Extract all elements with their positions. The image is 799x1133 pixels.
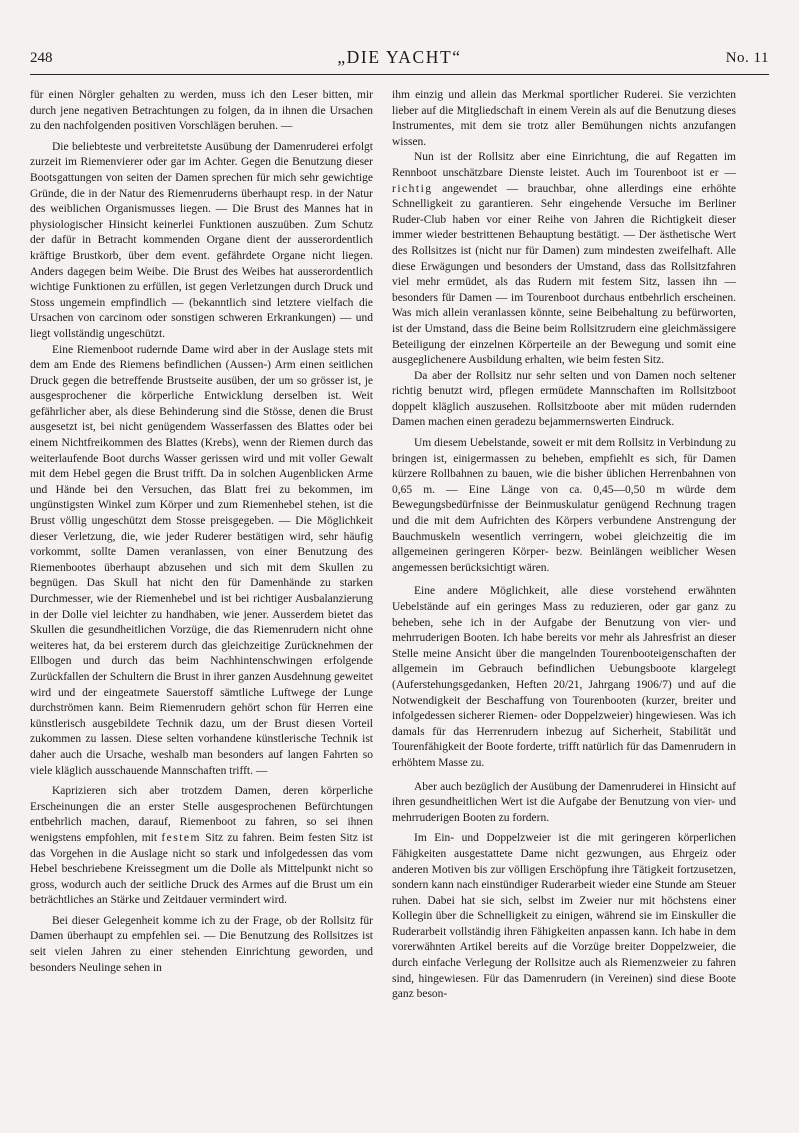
emphasis-spaced: festem (161, 831, 201, 844)
paragraph: ihm einzig und allein das Merkmal sportlicher Ruderei. Sie verzichten lieber auf die Mitgliedschaft in einem Verein als auf die Benutzung dieses Instrumentes, mit dem sie trotz aller Bemühungen nichts anzufangen wissen. (392, 89, 736, 148)
text-run: angewendet — brauchbar, ohne allerdings eine erhöhte Schnelligkeit zu garantieren. Sehr eingehende Versuche im Berliner Ruder-Club haben vor einer Reihe von Jahren die Richtigkeit dieser immer wieder bestrittenen Behauptung bestätigt. — Der ästhetische Wert des Rollsitzes ist (nicht nur für Damen) zum mindesten zweifelhaft. Alle diese Erwägungen und besonders der Umstand, dass das Rollsitzfahren viel mehr ermüdet, als das Rudern mit festem Sitz, lassen ihn — besonders für Damen — im Tourenboot durchaus entbehrlich erscheinen. Was mich allein veranlassen könnte, seine Beibehaltung zu befürworten, ist der Umstand, dass die Beine beim Rollsitzrudern eine gleichmässigere Beteiligung der einzelnen Körperteile an der Bewegung und somit eine ausgeglichenere Ausbildung erhalten, wie beim festen Sitz. (392, 182, 736, 367)
text-run: Sitz zu fahren. Beim festen Sitz ist das Vorgehen in die Auslage nicht so stark und infolgedessen das vom Hebel beschriebene Kreissegment um die Dolle als Mittelpunkt nicht so gross, wodurch auch der seitliche Druck des Armes auf die Brust um ein beträchtliches an Stärke und Zeitdauer vermindert wird. (30, 831, 373, 907)
paragraph: Eine andere Möglichkeit, alle diese vorstehend erwähnten Uebelstände auf ein geringes Mass zu reduzieren, oder gar ganz zu beheben, sehe ich in der Aufgabe der Benutzung von vier- und mehrruderigen Booten. Ich habe bereits vor mehr als Jahresfrist an dieser Stelle meine Ansicht über die mangelnden Tourenbooteigenschaften der allgemein im Gebrauch befindlichen Uebungsboote klargelegt (Auferstehungsgedanken, Heften 20/21, Jahrgang 1906/7) und auf die Notwendigkeit der Beschaffung von Tourenbooten (kurzer, breiter und infolgedessen sicherer Riemen- oder Doppelzweier) hingewiesen. Was ich damals für das Herrenrudern inbezug auf Sicherheit, Stabilität und Tourenfähigkeit der Boote forderte, trifft natürlich für das Damenrudern in erhöhtem Masse zu. (392, 585, 736, 769)
paragraph: Aber auch bezüglich der Ausübung der Damenruderei in Hinsicht auf ihren gesundheitlichen Wert ist die Aufgabe der Benutzung von vier- und mehrruderigen Booten zu fordern. (392, 780, 736, 824)
paragraph: für einen Nörgler gehalten zu werden, muss ich den Leser bitten, mir durch jene negativen Betrachtungen zu folgen, da in ihnen die Ursachen zu den nachfolgenden positiven Vorschlägen beruhen. — (30, 89, 373, 133)
page-number: 248 (30, 50, 53, 66)
emphasis-spaced: richtig (392, 182, 433, 195)
paragraph: Eine Riemenboot rudernde Dame wird aber in der Auslage stets mit dem am Ende des Riemens befindlichen (Aussen-) Arm einen seitlichen Druck gegen die betreffende Brustseite ausüben, der um so grösser ist, je ausgesprochener die körperliche Entwicklung derselben ist. Weit gefährlicher aber, als diese Behinderung sind die Stösse, denen die Brust ausgesetzt ist, bei nicht genügendem Wasserfassen des Blattes oder bei einem Nichtfreikommen des Blattes (Krebs), wenn der Riemen durch das weiterlaufende Boot durchs Wasser gerissen wird und mit voller Gewalt mit dem Hebel gegen die Brust trifft. Da in solchen Augenblicken Arme und Hände bei den Versuchen, das Blatt frei zu bekommen, im ungünstigsten Winkel zum Körper und zum Riemenhebel stehen, ist die Brust völlig ungeschützt dem Stosse preisgegeben. — Die Möglichkeit dieser Verletzung, die, wie jeder Ruderer bestätigen wird, sehr häufig vorkommt, sollte Damen veranlassen, von einer Benutzung des Riemenbootes überhaupt abzusehen und sich mit dem Skullen zu begnügen. Das Skull hat nicht den für Damenhände zu starken Durchmesser, wie der Riemenhebel und ist bei richtiger Ausbalanzierung in der Dolle viel leichter zu handhaben, wie jener. Ausserdem bietet das Skullen die gesundheitlichen Vorzüge, die das Riemenrudern nicht ohne weiteres hat, da bei ersterem durch das gleichzeitige Zurücknehmen der Ellbogen und durch das beim Nachhintenschwingen erfolgende Zurückfallen der Schultern die Brust in ihrer ganzen Ausdehnung geweitet wird und der eingeatmete Sauerstoff sämtliche Luftwege der Lunge durchströmen kann. Beim Riemenrudern gehört schon für Herren eine künstlerisch ausgebildete Technik dazu, um der Brust diesen Vorteil zukommen zu lassen. Diese selten vorhandene künstlerische Technik ist daher auch die Ursache, weshalb man besonders auf langen Fahrten so viele kläglich ausschauende Mannschaften trifft. — (30, 343, 373, 777)
right-column (392, 88, 736, 1003)
journal-title: „DIE YACHT“ (337, 47, 462, 67)
paragraph: Um diesem Uebelstande, soweit er mit dem Rollsitz in Verbindung zu bringen ist, einigermassen zu beheben, empfiehlt es sich, für Damen kürzere Rollbahnen zu bauen, wie die bisher üblichen Herrenbahnen von 0,65 m. — Eine Länge von ca. 0,45—0,50 m würde dem Bewegungsbedürfnisse der Beinmuskulatur genügend Rechnung tragen und die mit dem Aufrichten des Körpers verbundene Anstrengung der Bauchmuskeln wesentlich verringern, wobei gleichzeitig die im allgemeinen geringeren Körper- bezw. Beinlängen weiblicher Wesen angemessen berücksichtigt wären. (392, 437, 736, 574)
text-run: Nun ist der Rollsitz aber eine Einrichtung, die auf Regatten im Rennboot unschätzbare Dienste leistet. Auch im Tourenboot ist er — (392, 151, 736, 179)
paragraph (30, 784, 373, 909)
paragraph: Da aber der Rollsitz nur sehr selten und von Damen noch seltener richtig benutzt wird, pflegen ermüdete Mannschaften im Rollsitzboot doppelt kläglich auszusehen. Rollsitzboote aber mit müden rudernden Damen machen einen geradezu bejammernswerten Eindruck. (392, 369, 736, 429)
paragraph: Die beliebteste und verbreitetste Ausübung der Damenruderei erfolgt zurzeit im Riemenvierer oder gar im Achter. Gegen die Benutzung dieser Bootsgattungen von seiten der Damen sprechen für mich sehr gewichtige Gründe, die in der Natur des Riemenruderns überhaupt resp. in der Natur des weiblichen Organismusses liegen. — Die Brust des Mannes hat in physiologischer Hinsicht keinerlei Funktionen auszuüben. Zum Schutz der dafür in Betracht kommenden Organe dient der ausserordentlich kräftige Brustkorb, über dem event. gefährdete Organe nicht liegen. Anders dagegen beim Weibe. Die Brust des Weibes hat ausserordentlich wichtige Funktionen zu erfüllen, ist gegen Verletzungen durch Druck und Stoss ungemein empfindlich — (bekanntlich sind letztere vielfach die Ursachen von carcinom oder sonstigen schweren Erkrankungen) — und liegt vollständig ungeschützt. (30, 140, 373, 340)
text-run: Kaprizieren sich aber trotzdem Damen, deren körperliche Erscheinungen die an erster Stelle ausgesprochenen Befürchtungen entbehrlich machen, darauf, Riemenboot zu fahren, so sei ihnen wenigstens empfohlen, mit (30, 785, 373, 844)
left-column (30, 88, 373, 976)
issue-number: No. 11 (725, 50, 769, 66)
paragraph (392, 150, 736, 368)
paragraph: Im Ein- und Doppelzweier ist die mit geringeren körperlichen Fähigkeiten ausgestattete Dame nicht gezwungen, aus Ehrgeiz oder anderen Motiven bis zur völligen Erschöpfung ihre Tätigkeit fortzusetzen, sondern kann nach einstündiger Ruderarbeit wieder eine Stunde am Steuer ruhen. Dabei hat sie sich, selbst im Zweier nur mit höchstens einer Kollegin über die Schnelligkeit zu einigen, während sie im Einskuller die Ruderarbeit vollständig ihren Fähigkeiten anpassen kann. Ich habe in dem vorerwähnten Artikel bereits auf die Vorzüge breiter Doppelzweier, die durch einfache Verlegung der Rollsitze auch als Riemenzweier zu fahren sind, hingewiesen. Für das Damenrudern (in Vereinen) sind diese Boote ganz beson- (392, 832, 736, 1001)
page-header (30, 44, 769, 75)
paragraph: Bei dieser Gelegenheit komme ich zu der Frage, ob der Rollsitz für Damen überhaupt zu empfehlen sei. — Die Benutzung des Rollsitzes ist seit vielen Jahren zu einer stehenden Einrichtung geworden, und besonders Neulinge sehen in (30, 914, 373, 974)
